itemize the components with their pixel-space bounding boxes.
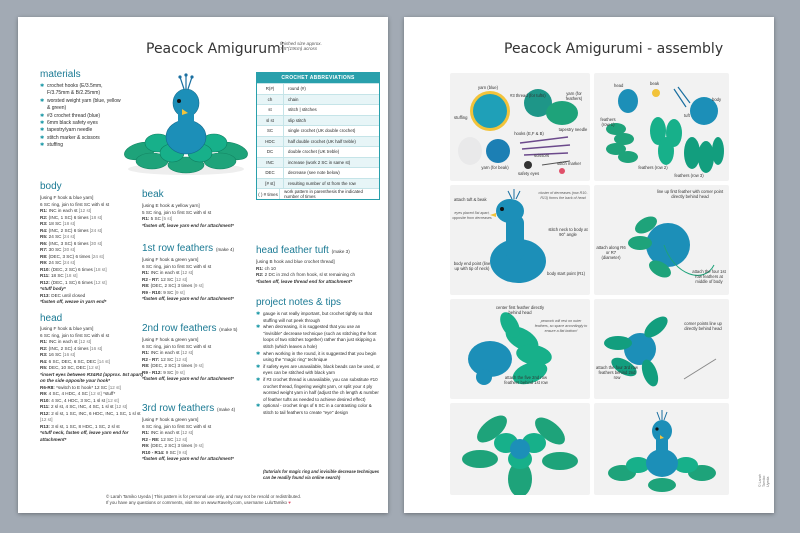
- row2-line: R9 - R12: 9 SC [9 st]: [142, 369, 185, 375]
- notes-list: [256, 311, 380, 417]
- tuft-line: R2: 2 DC in 2nd ch from hook, sl st remaining ch: [256, 272, 356, 277]
- row2-line: 6 SC ring, join to first SC with sl st: [142, 343, 212, 349]
- head-line: [using F hook & blue yarn]: [40, 326, 94, 331]
- beak-heading: beak: [142, 189, 164, 200]
- row2-heading: 2nd row feathers (make 5): [142, 323, 238, 334]
- abbreviation-meaning: decrease (see note below): [288, 170, 340, 176]
- abbreviations-table: [256, 72, 380, 200]
- notes-heading: project notes & tips: [256, 297, 342, 308]
- body-line: R12: (DEC, 1 SC) 6 times [12 st]: [40, 279, 107, 285]
- row1-instructions: [142, 257, 252, 303]
- head-line: R3: 16 SC [16 st]: [40, 352, 76, 357]
- head-line: *insert eyes between R3&R4 (approx. 5st apart) on the side opposite your hook*: [40, 371, 144, 383]
- note-item: ✱ if safety eyes are unavailable, black beads can be used, or eyes can be stitched with black yarn: [256, 364, 380, 377]
- body-line: R9: 24 SC [24 st]: [40, 260, 76, 265]
- abbreviation-meaning: stitch | stitches: [288, 107, 317, 113]
- tuft-instructions: [256, 259, 380, 285]
- abbreviation-meaning: single crochet (UK double crochet): [288, 128, 356, 134]
- abbreviation-key: sl st: [257, 116, 284, 126]
- peacock-illustration: [122, 69, 250, 177]
- abbreviation-row: [257, 188, 379, 199]
- finished-front-illustration: [594, 403, 729, 495]
- parts-photo: head beak tuft feathers (row 1) body feathers (row 2) feathers (row 3): [594, 73, 729, 181]
- finished-front-photo: [594, 403, 729, 495]
- tuft-line: *fasten off, leave thread end for attachment*: [256, 278, 353, 284]
- copyright-footer: © Larah Tamiko Uyeda | This pattern is for personal use only, and may not be resold or redistributed. If you have any questions or comments, visit me on www.Ravelry.com, username LuluTamiko ♥: [106, 494, 301, 505]
- head-line: R10: 4 SC, 4 HDC, 3 SC, 1 sl st [12 st]: [40, 397, 119, 403]
- head-heading: head: [40, 313, 63, 324]
- abbreviation-key: [# st]: [257, 179, 284, 189]
- row3-line: R2 - R8: 12 SC [12 st]: [142, 436, 188, 442]
- abbreviation-meaning: slip stitch: [288, 117, 307, 123]
- body-line: 6 SC ring, join to first SC with sl st: [40, 201, 110, 207]
- body-line: *stuff body*: [40, 286, 66, 291]
- abbreviation-key: st: [257, 105, 284, 115]
- abbreviation-key: SC: [257, 126, 284, 136]
- abbreviations-rows: [257, 83, 379, 199]
- row2-line: R8: (DEC, 2 SC) 3 times [9 st]: [142, 363, 204, 368]
- beak-instructions: [142, 203, 252, 229]
- assembly-step-row3: corner points line up directly behind head attach the four 3rd row feathers behind 2nd row: [594, 299, 729, 399]
- head-line: R13: 3 sl st, 1 SC, 8 HDC, 1 SC, 2 sl st: [40, 423, 120, 429]
- row3-line: *fasten off, leave yarn end for attachment*: [142, 456, 234, 461]
- abbreviation-key: DC: [257, 147, 284, 157]
- row2-line: [using F hook & green yarn]: [142, 337, 199, 342]
- abbreviation-row: [257, 94, 379, 105]
- body-line: R6: (INC, 3 SC) 6 times [30 st]: [40, 240, 103, 246]
- abbreviation-key: INC: [257, 158, 284, 168]
- abbreviation-key: ( ) # times: [257, 189, 280, 199]
- abbreviation-meaning: chain: [288, 96, 299, 102]
- assembly-step-head: attach tuft & beak cluster of decreases (row R10-R13) forms the back of head eyes placed 5st apart, opposite from decreases stitch neck to body at 90° angle body end point (line up with tip of neck) body start point (R1): [450, 185, 590, 295]
- material-item: ✱ stitch marker & scissors: [40, 135, 122, 142]
- abbreviation-row: [257, 83, 379, 94]
- head-line: R1: INC in each st [12 st]: [40, 339, 92, 344]
- head-line: R4: 6 SC, DEC, 6 SC, DEC [14 st]: [40, 358, 110, 364]
- material-item: ✱ crochet hooks (E/3.5mm, F/3.75mm & B/2.25mm): [40, 83, 122, 98]
- body-line: *fasten off, weave in yarn end*: [40, 299, 107, 304]
- abbreviation-row: [257, 146, 379, 157]
- row3-line: 6 SC ring, join to first SC with sl st: [142, 423, 212, 429]
- materials-list: [40, 83, 122, 150]
- row1-line: R9 - R10: 9 SC [9 st]: [142, 289, 185, 295]
- head-line: R12: 2 sl st, 1 SC, INC, 6 HDC, INC, 1 SC, 1 sl st [12 st]: [40, 410, 141, 422]
- body-line: R1: INC in each st [12 st]: [40, 208, 92, 213]
- abbreviation-row: [257, 167, 379, 178]
- row1-line: *fasten off, leave yarn end for attachment*: [142, 296, 234, 301]
- head-line: R2: (INC, 2 SC) 4 times [16 st]: [40, 345, 103, 351]
- assembly-page: [404, 17, 774, 513]
- beak-line: *fasten off, leave yarn end for attachment*: [142, 222, 234, 228]
- material-item: ✱ #3 crochet thread (blue): [40, 113, 122, 120]
- abbreviation-meaning: round (#): [288, 86, 306, 92]
- row3-line: R1: INC in each st [12 st]: [142, 430, 194, 435]
- supplies-photo: yarn (blue) #3 thread (for tufts) yarn (for feathers) stuffing tapestry needle hooks (E,F & B) yarn (for beak) safety eyes stitch marker scissors: [450, 73, 590, 181]
- abbreviation-meaning: half double crochet (UK half treble): [288, 138, 356, 144]
- beak-line: [using E hook & yellow yarn]: [142, 203, 200, 208]
- row1-line: R2 - R7: 12 SC [12 st]: [142, 276, 188, 282]
- row1-line: [using F hook & green yarn]: [142, 257, 199, 262]
- head-line: *stuff neck, fasten off, leave yarn end for attachment*: [40, 430, 129, 442]
- row3-line: R9: (DEC, 2 SC) 3 times [9 st]: [142, 443, 204, 448]
- beak-line: 5 SC ring, join to first SC with sl st: [142, 209, 212, 215]
- tuft-heading: head feather tuft (make 3): [256, 245, 350, 256]
- body-line: R7: 30 SC [30 st]: [40, 247, 76, 252]
- abbreviation-row: [257, 115, 379, 126]
- row1-line: R8: (DEC, 2 SC) 3 times [9 st]: [142, 283, 204, 288]
- head-line: 6 SC ring, join to first SC with sl st: [40, 332, 110, 338]
- finished-back-illustration: [450, 403, 590, 495]
- abbreviation-key: DEC: [257, 168, 284, 178]
- pattern-page: [18, 17, 388, 513]
- material-item: ✱ 6mm black safety eyes: [40, 120, 122, 127]
- abbreviation-row: [257, 178, 379, 189]
- row2-line: R1: INC in each st [12 st]: [142, 350, 194, 355]
- abbreviation-row: [257, 136, 379, 147]
- row3-line: R10 - R14: 9 SC [9 st]: [142, 449, 188, 455]
- abbreviation-key: R(#): [257, 84, 284, 94]
- body-line: R4: (INC, 2 SC) 6 times [24 st]: [40, 227, 103, 233]
- finished-back-photo: [450, 403, 590, 495]
- body-line: R13: DEC until closed: [40, 292, 86, 298]
- row3-instructions: [142, 417, 252, 463]
- abbreviation-meaning: resulting number of st from the row: [288, 180, 356, 186]
- head-line: R9: 4 SC, 4 HDC, 4 SC [12 st] *stuff*: [40, 391, 116, 396]
- tuft-line: [using B hook and blue crochet thread]: [256, 259, 335, 264]
- row3-illustration: [594, 299, 729, 399]
- heart-icon: ♥: [288, 500, 291, 505]
- material-item: ✱ tapestry/yarn needle: [40, 127, 122, 134]
- body-line: [using F hook & blue yarn]: [40, 195, 94, 200]
- abbreviation-row: [257, 104, 379, 115]
- head-instructions: [40, 326, 145, 443]
- head-line: R6-R8: *switch to E hook* 12 SC [12 st]: [40, 384, 121, 390]
- materials-heading: materials: [40, 69, 81, 80]
- material-item: ✱ worsted weight yarn (blue, yellow & green): [40, 98, 122, 113]
- assembly-title: Peacock Amigurumi - assembly: [504, 41, 724, 57]
- beak-line: R1: 5 SC [5 st]: [142, 216, 173, 221]
- note-item: ✱ when working in the round, it is suggested that you begin using the "magic ring" technique: [256, 351, 380, 364]
- peacock-photo: [122, 69, 250, 177]
- note-item: ✱ if #3 crochet thread is unavailable, you can substitute #10 crochet thread, fingering weight yarn, or split your 4 ply worsted weight yarn in half (adjust the ch length & number of feather tufts as needed to achieve desired effect): [256, 377, 380, 403]
- page-title: Peacock Amigurumi: [146, 41, 285, 57]
- row3-line: [using F hook & green yarn]: [142, 417, 199, 422]
- abbreviation-meaning: double crochet (UK treble): [288, 149, 340, 155]
- note-item: ✱ optional - crochet rings of 6 SC in a contrasting color & stitch to tail feathers to create "eye" design: [256, 403, 380, 416]
- body-line: R2: (INC, 1 SC) 6 times [18 st]: [40, 214, 103, 220]
- body-instructions: [40, 195, 140, 306]
- assembly-copyright: © Larah Tamiko Uyeda: [758, 474, 770, 487]
- row2-instructions: [142, 337, 252, 383]
- material-item: ✱ stuffing: [40, 142, 122, 149]
- row1-line: 6 SC ring, join to first SC with sl st: [142, 263, 212, 269]
- abbreviation-key: ch: [257, 95, 284, 105]
- abbreviation-row: [257, 157, 379, 168]
- head-line: R5: DEC, 10 SC, DEC [12 st]: [40, 365, 100, 370]
- row1-line: R1: INC in each st [12 st]: [142, 270, 194, 275]
- abbreviation-row: [257, 125, 379, 136]
- row1-heading: 1st row feathers (make 4): [142, 243, 235, 254]
- note-item: ✱ when decreasing, it is suggested that you use an "invisible" decrease technique (such as stitching the front loops of two stitches together) rather than just skipping a stitch (which leaves a hole): [256, 324, 380, 350]
- row2-line: R2 - R7: 12 SC [12 st]: [142, 356, 188, 362]
- body-line: R5: 24 SC [24 st]: [40, 234, 76, 239]
- body-line: R11: 18 SC [18 st]: [40, 273, 78, 278]
- body-line: R8: (DEC, 3 SC) 6 times [24 st]: [40, 253, 105, 259]
- tuft-line: R1: ch 10: [256, 265, 276, 271]
- assembly-step-row2: center first feather directly behind head peacock will rest on outer feathers, so space accordingly to ensure a flat bottom! attach the five 2nd row feathers behind 1st row: [450, 299, 590, 399]
- row3-heading: 3rd row feathers (make 4): [142, 403, 236, 414]
- notes-footnote: (tutorials for magic ring and invisible decrease techniques can be readily found via online search): [263, 469, 380, 480]
- assembly-step-row1: line up first feather with corner point directly behind head attach along R6 or R7 (diameter) attach the four 1st row feathers at middle of body: [594, 185, 729, 295]
- abbreviation-key: HDC: [257, 137, 284, 147]
- finished-size-note: finished size approx. 7.5"(19cm) across: [280, 41, 322, 52]
- body-line: R3: 18 SC [18 st]: [40, 221, 76, 226]
- note-item: ✱ gauge is not really important, but crochet tightly so that stuffing will not peek through: [256, 311, 380, 324]
- row2-line: *fasten off, leave yarn end for attachment*: [142, 376, 234, 381]
- head-line: R11: 2 sl st, 4 SC, INC, 4 SC, 1 sl st [12 st]: [40, 404, 128, 409]
- body-heading: body: [40, 181, 62, 192]
- body-line: R10: (DEC, 2 SC) 6 times [18 st]: [40, 266, 107, 272]
- abbreviations-heading: CROCHET ABBREVIATIONS: [257, 73, 379, 83]
- abbreviation-meaning: increase (work 2 SC in same st): [288, 159, 351, 165]
- abbreviation-meaning: work pattern in parenthesis the indicated number of times: [284, 189, 363, 199]
